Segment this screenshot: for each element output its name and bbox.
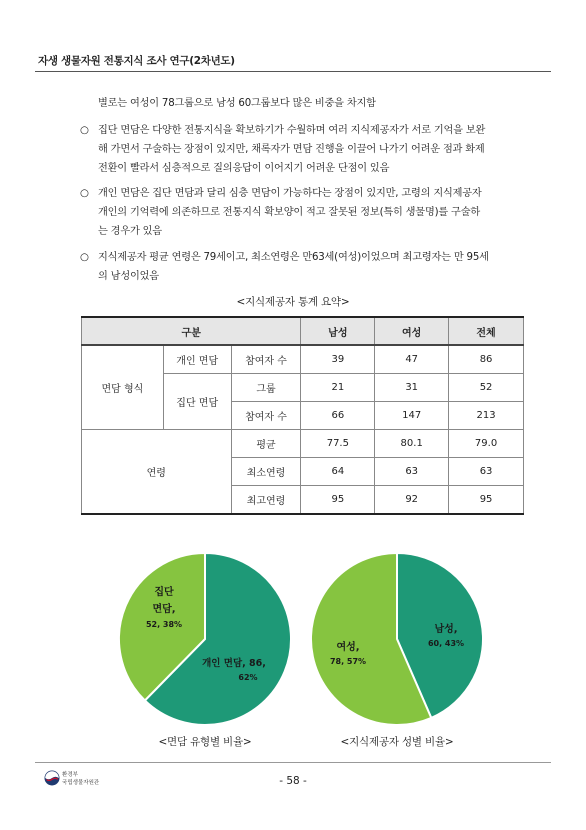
- table-row: [82, 430, 524, 458]
- table-caption: <지식제공자 통계 요약>: [236, 296, 350, 308]
- bullet-individual-interview: [80, 184, 526, 241]
- bullet-line: 개인의 기억력에 의존하므로 전통지식 확보양이 적고 잘못된 정보(특히 생물명)를 구술하: [98, 207, 480, 218]
- bullet-mark: ○: [80, 188, 89, 199]
- pie-caption-interview-type: <면담 유형별 비율>: [158, 736, 252, 748]
- cell-male: 95: [301, 486, 375, 515]
- pie-label-individual: 개인 면담, 86,: [202, 658, 266, 669]
- pie-label-female-pct: 78, 57%: [329, 657, 367, 666]
- cell-male: 77.5: [301, 430, 375, 458]
- bullet-line: 개인 면담은 집단 면담과 달리 심층 면담이 가능하다는 장점이 있지만, 고령의 지식제공자: [98, 188, 482, 199]
- group-age: 연령: [82, 430, 232, 515]
- cell-female: 92: [375, 486, 449, 515]
- bullet-mark: ○: [80, 252, 89, 263]
- row-label: 참여자 수: [231, 402, 301, 430]
- row-label: 최고연령: [231, 486, 301, 515]
- cell-total: 79.0: [449, 430, 524, 458]
- table-row: [82, 345, 524, 374]
- cell-female: 63: [375, 458, 449, 486]
- bullet-group-interview: [80, 121, 526, 178]
- cell-male: 66: [301, 402, 375, 430]
- row-label: 참여자 수: [231, 345, 301, 374]
- pie-label-group: 집단: [154, 587, 174, 598]
- pie-label-group-pct: 52, 38%: [145, 620, 183, 629]
- cell-male: 21: [301, 374, 375, 402]
- cell-total: 213: [449, 402, 524, 430]
- pie-label-individual-pct: 62%: [238, 673, 258, 682]
- pie-label-male: 남성,: [434, 624, 458, 635]
- row-label: 그룹: [231, 374, 301, 402]
- header-rule: [35, 71, 551, 72]
- cell-total: 95: [449, 486, 524, 515]
- row-label: 평균: [231, 430, 301, 458]
- cell-total: 86: [449, 345, 524, 374]
- cell-female: 47: [375, 345, 449, 374]
- subgroup-group: 집단 면담: [163, 374, 231, 430]
- header-total: 전체: [449, 317, 524, 345]
- header-female: 여성: [375, 317, 449, 345]
- cell-male: 64: [301, 458, 375, 486]
- bullet-line: 해 가면서 구술하는 장점이 있지만, 채록자가 면담 진행을 이끌어 나가기 어려운 점과 화제: [98, 144, 485, 155]
- header-category: 구분: [82, 317, 301, 345]
- bullet-line: 지식제공자 평균 연령은 79세이고, 최소연령은 만63세(여성)이었으며 최고령자는 만 95세: [98, 252, 489, 263]
- cell-total: 63: [449, 458, 524, 486]
- bullet-line: 의 남성이었음: [98, 271, 159, 282]
- footer-org-institute: 국립생물자원관: [62, 780, 100, 786]
- bullet-mark: ○: [80, 125, 89, 136]
- pie-label-group-2: 면담,: [152, 604, 176, 615]
- pie-label-female: 여성,: [336, 642, 360, 653]
- cell-female: 31: [375, 374, 449, 402]
- pie-label-male-pct: 60, 43%: [427, 639, 465, 648]
- stats-table: [81, 316, 524, 515]
- bullet-line: 전환이 빨라서 심층적으로 질의응답이 이어지기 어려운 단점이 있음: [98, 163, 390, 174]
- pie-chart-gender: [308, 550, 486, 728]
- footer-org-ministry: 환경부: [62, 772, 78, 778]
- page-number: - 58 -: [279, 775, 307, 787]
- continuation-paragraph: 별로는 여성이 78그룹으로 남성 60그룹보다 많은 비중을 차지함: [98, 98, 376, 109]
- cell-male: 39: [301, 345, 375, 374]
- subgroup-individual: 개인 면담: [163, 345, 231, 374]
- cell-total: 52: [449, 374, 524, 402]
- table-header-row: [82, 317, 524, 345]
- page-header-title: 자생 생물자원 전통지식 조사 연구(2차년도): [38, 55, 235, 67]
- pie-chart-interview-type: [116, 550, 294, 728]
- header-male: 남성: [301, 317, 375, 345]
- pie-caption-gender: <지식제공자 성별 비율>: [340, 736, 454, 748]
- cell-female: 80.1: [375, 430, 449, 458]
- bullet-line: 는 경우가 있음: [98, 226, 162, 237]
- cell-female: 147: [375, 402, 449, 430]
- bullet-age: [80, 248, 526, 286]
- row-label: 최소연령: [231, 458, 301, 486]
- bullet-line: 집단 면담은 다양한 전통지식을 확보하기가 수월하며 여러 지식제공자가 서로 기억을 보완: [98, 125, 486, 136]
- group-interview-format: 면담 형식: [82, 345, 164, 430]
- footer-rule: [35, 762, 551, 763]
